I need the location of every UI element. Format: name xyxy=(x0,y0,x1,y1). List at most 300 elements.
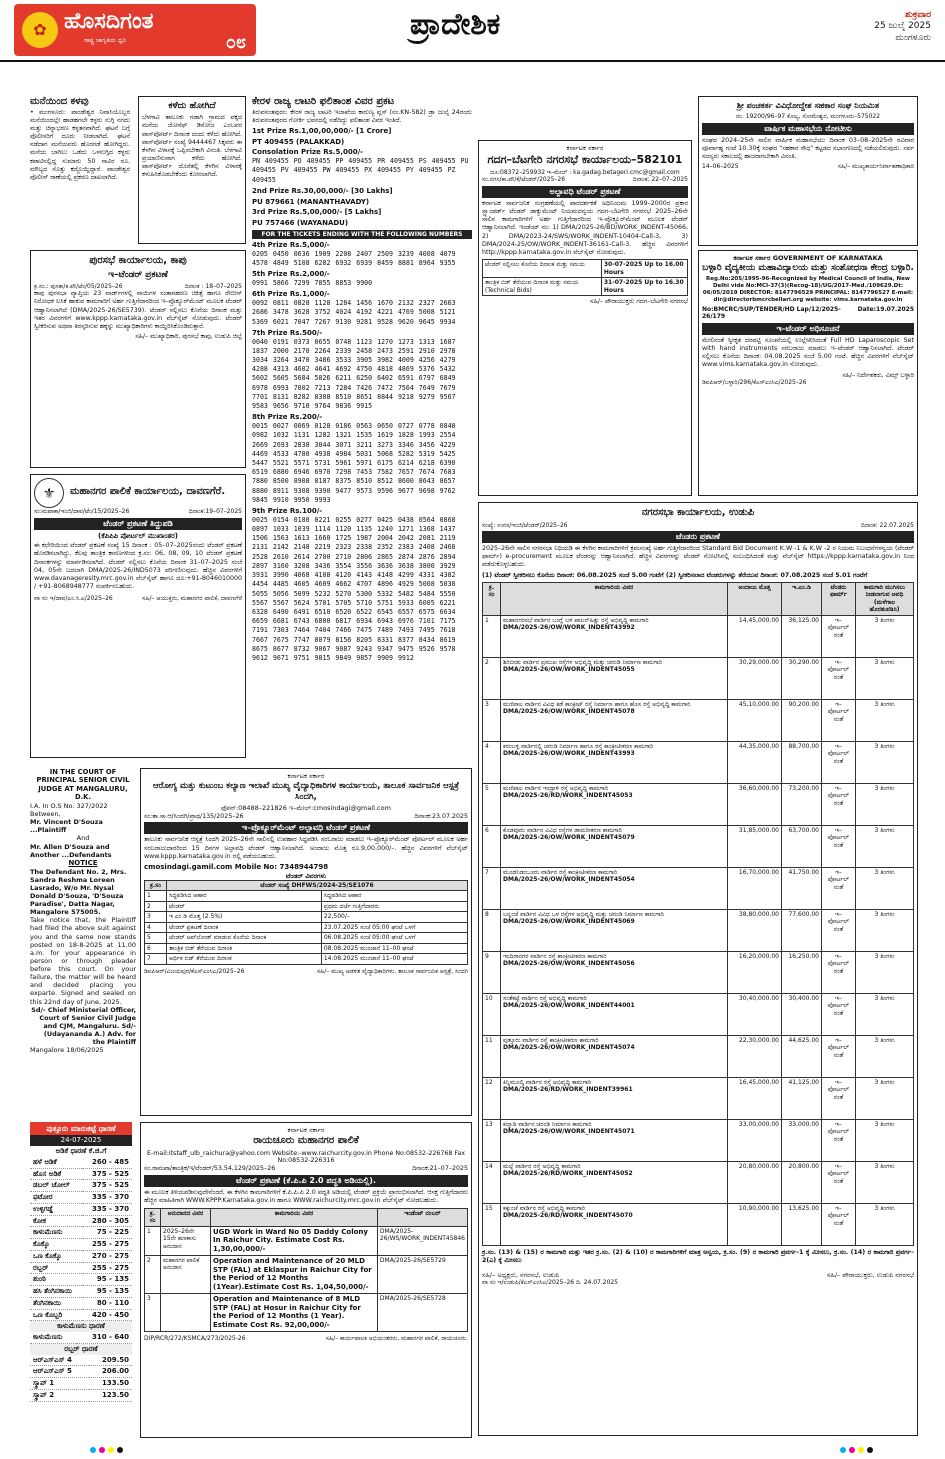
table-cell: 1 xyxy=(483,615,501,657)
notice-body: ಸಂಘದ 2024–25ನೇ ಸಾಲಿನ ವಾರ್ಷಿಕ ಮಹಾಸಭೆಯು ದಿನಾಂಕ 03–08–2025ನೇ ರವಿವಾರ ಪೂರ್ವಾಹ್ನ ಗಂಟೆ 10.30ಕ್ಕೆ ಸಂಘದ "ಸಹಕಾರ ಸೌಧ" ಕಟ್ಟಡದ ಸಭಾಂಗಣದಲ್ಲಿ ನಡೆಯಲಿರುವುದು. ಸರ್ವ ಸದಸ್ಯರು ಸಕಾಲದಲ್ಲಿ ಹಾಜರಾಗಬೇಕಾಗಿ ವಿನಂತಿ. xyxy=(702,136,914,160)
ref-no: No:BMCRC/SUP/TENDER/HD Lap/12/2025-26/179 xyxy=(702,305,841,321)
table-cell: ಟೆಂಡರ್ xyxy=(167,901,322,912)
table-cell xyxy=(501,1161,728,1203)
notice-address: ನಂ. 19200/96–97 ಕೊಲ್ಯ, ಸೋಮೇಶ್ವರ, ಮಂಗಳೂರು–575022 xyxy=(735,113,881,120)
table-cell: ಕಾಳುಮೆಣಸು xyxy=(30,1227,82,1239)
table-cell: DMA/2025-26/WS/WORK_INDENT45846 xyxy=(377,1226,467,1255)
work-description: ಶಿರಿಬೀಡು ವಾರ್ಡಿನ ಪ್ರಮುಖ ರಸ್ತೆಗಳ ಅಭಿವೃದ್ಧಿ ಮತ್ತು ಚರಂಡಿ ನಿರ್ಮಾಣ ಕಾಮಗಾರಿ xyxy=(503,658,662,666)
table-title: ಟೆಂಡರ್ ವಿವರಗಳು xyxy=(285,871,327,880)
table-cell: 3 ತಿಂಗಳು xyxy=(856,741,914,783)
table-cell: ಇ– ಪೋರ್ಟಲ್ ನಂತೆ xyxy=(822,699,856,741)
table-cell: 2025–26ನೇ 15ನೇ ಹಣಕಾಸು ಅನುದಾನ xyxy=(161,1226,211,1255)
table-cell: ತಾಂತ್ರಿಕ ಬಿಡ್ ತೆರೆಯುವ ದಿನಾಂಕ xyxy=(167,943,322,954)
table-row xyxy=(483,993,914,1035)
table-cell: 133.50 xyxy=(89,1378,132,1390)
table-cell: 44,35,000.00 xyxy=(728,741,782,783)
first-prize-number: PT 409455 (PALAKKAD) xyxy=(252,137,345,146)
table-row xyxy=(483,260,688,278)
indent-number: DMA/2025-26/OW/WORK_INDENT45055 xyxy=(503,666,635,674)
notice-title: ಶ್ರೀ ಪಂಚಕರ್ತ ವಿವಿಧೋದ್ದೇಶ ಸಹಕಾರ ಸಂಘ ನಿಯಮಿತ xyxy=(736,101,880,110)
table-row xyxy=(30,1192,132,1204)
table-cell: 14.08.2025 ಮುಂಜಾನೆ 11–00 ಘಂಟೆ xyxy=(321,954,467,965)
table-cell: ಟೆಂಡರ್ ಅಪ್‌ಲೋಡ್ ಮಾಡುವ ಕೊನೆಯ ದಿನಾಂಕ xyxy=(167,933,322,944)
table-row xyxy=(30,1332,132,1343)
contact: ದೂ:08372–259932 ಇ–ಮೇಲ್ : ka.gadag.betageri.cmc@gmail.com xyxy=(490,168,680,176)
works-table xyxy=(144,1208,468,1332)
work-description: ಬನ್ನಂಜೆ ವಾರ್ಡಿನ ವಿವಿಧ ಒಳ ರಸ್ತೆಗಳ ಅಭಿವೃದ್ಧಿ ಮತ್ತು ಚರಂಡಿ ನಿರ್ಮಾಣ ಕಾಮಗಾರಿ xyxy=(503,910,664,918)
table-cell xyxy=(501,741,728,783)
table-row xyxy=(30,1250,132,1262)
table-cell: 3 ತಿಂಗಳು xyxy=(856,1119,914,1161)
tender-banner: ಟೆಂಡರ್ ಪ್ರಕಟಣೆ ತಿದ್ದುಪಡಿ xyxy=(34,518,242,530)
table-cell: 11 xyxy=(483,1035,501,1077)
print-registration-marks xyxy=(840,1447,873,1453)
table-row xyxy=(483,699,914,741)
signature: ಸಹಿ/– ಮುಖ್ಯಾಧಿಕಾರಿ, ಪುರಸಭೆ ಕಾಪು, ಉಡುಪಿ ಜಿಲ್ಲೆ xyxy=(135,333,242,341)
table-cell: ಇ– ಪೋರ್ಟಲ್ ನಂತೆ xyxy=(822,867,856,909)
contact: ಫೋನ್:08488–221826 ಇ–ಮೇಲ್:cmosindagi@gmail.com xyxy=(221,804,391,813)
table-cell: 280 - 305 xyxy=(82,1215,132,1227)
table-cell: ಇ– ಪೋರ್ಟಲ್ ನಂತೆ xyxy=(822,1119,856,1161)
ninth-prize: 9th Prize Rs.100/- xyxy=(252,507,323,516)
table-row xyxy=(30,1203,132,1215)
ending-banner: FOR THE TICKETS ENDING WITH THE FOLLOWING NUMBERS xyxy=(252,230,472,240)
work-description: ಮಣಿಪಾಲ ವಾರ್ಡಿನ ಇಂದ್ರಾಳಿ ರಸ್ತೆ ಅಭಿವೃದ್ಧಿ ಕಾಮಗಾರಿ xyxy=(503,784,609,792)
page-number: ೦೮ xyxy=(225,32,246,53)
indent-number: DMA/2025-26/OW/WORK_INDENT44001 xyxy=(503,1002,635,1010)
table-cell xyxy=(501,657,728,699)
table-cell: 15 xyxy=(483,1203,501,1245)
table-row xyxy=(483,741,914,783)
plaintiff: Mr. Vincent D'Souza ...Plaintiff xyxy=(30,818,103,835)
table-cell: 7 xyxy=(483,867,501,909)
ref-date: Date:19.07.2025 xyxy=(857,305,914,313)
table-cell: 4 xyxy=(145,922,167,933)
table-cell: ಸ್ಕ್ರಾಪ್ 2 xyxy=(30,1389,89,1401)
works-table xyxy=(482,582,914,1246)
table-header-row xyxy=(483,582,914,615)
lost-notice xyxy=(138,96,246,244)
table-row xyxy=(483,278,688,296)
table-cell: 22,30,000.00 xyxy=(728,1035,782,1077)
table-row xyxy=(145,891,468,902)
ref-date: ದಿನಾಂಕ : 18–07–2025 xyxy=(184,282,242,290)
table-cell: 9 xyxy=(483,951,501,993)
table-cell: 3 ತಿಂಗಳು xyxy=(856,909,914,951)
table-row xyxy=(30,1297,132,1309)
news-theft xyxy=(30,96,130,244)
table-cell: ಇ– ಪೋರ್ಟಲ್ ನಂತೆ xyxy=(822,1077,856,1119)
ref-date: ದಿನಾಂಕ: 22–07–2025 xyxy=(632,176,688,184)
tender-banner: ಟೆಂಡರು ಪ್ರಕಟಣೆ xyxy=(482,531,914,543)
table-cell: 5 xyxy=(145,933,167,944)
column-header: ಕ್ರ. ಸಂ xyxy=(483,582,501,615)
addressee: The Defendant No. 2, Mrs. Sandra Reshma Loreen Lasrado, W/o Mr. Nysal Donald D'Souza, 'D'Souza Paradise', Datta Nagar, Mangalore 575005. xyxy=(30,867,127,917)
table-cell xyxy=(501,825,728,867)
table-cell: ಸ್ಕ್ರಾಪ್ 1 xyxy=(30,1378,89,1390)
table-cell: 420 - 450 xyxy=(82,1309,132,1321)
table-cell: 38,80,000.00 xyxy=(728,909,782,951)
table-cell: 31,85,000.00 xyxy=(728,825,782,867)
davanagere-tender xyxy=(30,474,246,758)
table-cell: ಟೆಂಡರ್ ಪ್ರಕಟಣೆ ದಿನಾಂಕ xyxy=(167,922,322,933)
tender-body: ಮೇಲಿನಂತೆ ಸ್ವೀಕೃತ ದರಪಟ್ಟಿ ಸೂಚನೆಯಲ್ಲಿ ಉಲ್ಲೇಖಿಸಿದಂತೆ Full HD Laparoscopic Set with hand instruments ಸರಬರಾಜು ಮಾಡಲು ಇ–ಟೆಂಡರ್ ಆಹ್ವಾನಿಸಲಾಗಿದೆ. ಟೆಂಡರ್ ಸಲ್ಲಿಸಲು ಕೊನೆಯ ದಿನಾಂಕ: 04.08.2025 ಸಂಜೆ 5.00 ಗಂಟೆ. ಹೆಚ್ಚಿನ ವಿವರಗಳಿಗೆ ವೆಬ್‌ಸೈಟ್ www.vims.karnataka.gov.in ನೋಡುವುದು. xyxy=(702,336,914,369)
table-cell: 30,40,000.00 xyxy=(728,993,782,1035)
column-header: ಅನುದಾನದ ವಿವರ xyxy=(161,1208,211,1226)
work-description: ಕಲ್ಮಾಡಿ ವಾರ್ಡಿನ ಚರಂಡಿ ನಿರ್ಮಾಣ ಕಾಮಗಾರಿ xyxy=(503,1120,592,1128)
table-cell: 3 ತಿಂಗಳು xyxy=(856,867,914,909)
table-cell: ಮಹಾನಗರ ಪಾಲಿಕೆ ಅನುದಾನ xyxy=(161,1255,211,1293)
yellow-dot-icon xyxy=(858,1447,864,1453)
column-header: ಕಾಮಗಾರಿಯ ವಿವರ xyxy=(211,1208,378,1226)
udupi-tender xyxy=(478,502,918,1436)
table-cell: 209.50 xyxy=(89,1355,132,1366)
notice-date: 14–06–2025 xyxy=(702,163,739,171)
table-header-row xyxy=(145,880,468,891)
table-cell: ಆರ್ಥಿಕ ಬಿಡ್ ತೆರೆಯುವ ದಿನಾಂಕ xyxy=(167,954,322,965)
footer-code: ವಾ ಸಂ ಇ/ದಾವ/ಎಂ.ಸಿ.ಎ/2025–26 xyxy=(34,595,113,603)
signature: ಸಹಿ/– ಮುಖ್ಯಕಾರ್ಯನಿರ್ವಾಹಣಾಧಿಕಾರಿ xyxy=(837,163,914,171)
table-cell: 3 ತಿಂಗಳು xyxy=(856,783,914,825)
gov-label: ಕರ್ನಾಟಕ ಸರ್ಕಾರ GOVERNMENT OF KARNATAKA xyxy=(733,254,883,262)
table-cell: 90,200.00 xyxy=(782,699,822,741)
footer-code: ಡಿಐಪಿಆರ್/ವಿಜಯಪುರ/ಕೆಎಸ್‌ಎಂಸಿಎ/2025–26 xyxy=(144,967,245,975)
table-cell: UGD Work in Ward No 05 Daddy Colony In Raichur City. Estimate Cost Rs. 1,30,00,000/- xyxy=(211,1226,378,1255)
fifth-prize-numbers: 0991 5866 7299 7855 8853 9900 xyxy=(252,279,373,288)
indent-number: DMA/2025-26/OW/WORK_INDENT45079 xyxy=(503,834,635,842)
table-cell: 2 xyxy=(483,657,501,699)
logo-tagline: ರಾಷ್ಟ್ರ ಜಾಗೃತಿಯ ಧ್ವನಿ xyxy=(84,37,127,44)
pepper-subtitle: ಕಾಳುಮೆಣಸು ಧಾರಣೆ xyxy=(30,1321,132,1332)
tender-title: ಪುರಸಭೆ ಕಾರ್ಯಾಲಯ, ಕಾಪು xyxy=(89,255,187,266)
signature: ಸಹಿ/– ನಿರ್ದೇಶಕರು, ವಿಮ್ಸ್ ಬಳ್ಳಾರಿ xyxy=(842,371,914,379)
table-cell: 16,20,000.00 xyxy=(728,951,782,993)
table-cell: ತಾಂತ್ರಿಕ ಬಿಡ್ ತೆರೆಯುವ ದಿನಾಂಕ ಮತ್ತು ಸಮಯ (Technical Bids) xyxy=(483,278,602,296)
table-row xyxy=(145,943,468,954)
cyan-dot-icon xyxy=(90,1447,96,1453)
table-cell: ರಬ್ಬರ್ xyxy=(30,1262,82,1274)
print-registration-marks xyxy=(90,1447,123,1453)
table-cell: ಆರ್‌ಎಸ್‌ಎಸ್ 5 xyxy=(30,1366,89,1378)
table-cell: 88,700.00 xyxy=(782,741,822,783)
fourth-prize: 4th Prize Rs.5,000/- xyxy=(252,241,330,250)
table-cell: 1 xyxy=(145,1226,161,1255)
indent-number: DMA/2025-26/RD/WORK_INDENT45053 xyxy=(503,792,633,800)
column-header: ಕಾಮಗಾರಿಯ ವಿವರ xyxy=(501,582,728,615)
table-cell: 335 - 370 xyxy=(82,1203,132,1215)
table-cell: 3 ತಿಂಗಳು xyxy=(856,993,914,1035)
table-cell: 36,125.00 xyxy=(782,615,822,657)
ref-no: ಸಂಖ್ಯೆ: ಉನಸ/ಇಂಜಿ/ಟೆಂಡರ್/2025–26 xyxy=(482,521,568,529)
table-row xyxy=(30,1378,132,1390)
table-cell xyxy=(501,1203,728,1245)
signature: ಸಹಿ/– ಕಾರ್ಯಪಾಲಕ ಅಭಿಯಂತರರು, ಮಹಾನಗರ ಪಾಲಿಕೆ, ರಾಯಚೂರು. xyxy=(325,1334,468,1342)
table-cell: 16,250.00 xyxy=(782,951,822,993)
table-cell: 95 - 135 xyxy=(82,1274,132,1286)
table-row xyxy=(483,951,914,993)
table-cell: 30,290.00 xyxy=(782,657,822,699)
table-header-row xyxy=(145,1208,468,1226)
table-cell: 41,750.00 xyxy=(782,867,822,909)
news-body: • ಮಂಗಳೂರು: ಪಾಂಡೇಶ್ವರ ನಿವಾಸಿಯೊಬ್ಬರ ಮನೆಯಿಂದಲ್ಲೇ ಹಾಡಹಗಲೇ ಕಳ್ಳರು ನುಗ್ಗಿ ನಗದು ಮತ್ತು ಚಿನ್ನಾಭರಣ ಕಳ್ಳತನವಾಗಿದೆ. ಘಟನೆ ಬಗ್ಗೆ ಪೊಲೀಸರಿಗೆ ದೂರು ನೀಡಲಾಗಿದೆ. ಘಟನೆ ನಡೆದಾಗ ಮನೆಯವರು ಹೊರಗಡೆ ಹೋಗಿದ್ದರು. ಮನೆಯ ಬಾಗಿಲು ಒಡೆದು ಒಳನುಗ್ಗಿದ ಕಳ್ಳರು ಕಪಾಟಿನಲ್ಲಿದ್ದ ಸುಮಾರು 50 ಸಾವಿರ ರೂ. ಮೌಲ್ಯದ ಸೊತ್ತು ಕದ್ದೊಯ್ದಿದ್ದಾರೆ. ಪಾಂಡೇಶ್ವರ ಪೊಲೀಸ್ ಠಾಣೆಯಲ್ಲಿ ಪ್ರಕರಣ ದಾಖಲಾಗಿದೆ. xyxy=(30,108,130,181)
table-cell: 16,70,000.00 xyxy=(728,867,782,909)
table-cell: 123.50 xyxy=(89,1389,132,1401)
consolation-numbers: PN 409455 PO 409455 PP 409455 PR 409455 PS 409455 PU 409455 PV 409455 PW 409455 PX 409455 PY 409455 PZ 409455 xyxy=(252,157,469,184)
work-description: ಸಂತೆಕಟ್ಟೆ ವಾರ್ಡಿನ ರಸ್ತೆ ಅಭಿವೃದ್ಧಿ ಕಾಮಗಾರಿ xyxy=(503,994,587,1002)
indent-number: DMA/2025-26/OW/WORK_INDENT45054 xyxy=(503,876,635,884)
column-header: ಕ್ರ.ಸಂ xyxy=(145,880,167,891)
table-row xyxy=(30,1274,132,1286)
tender-title: ನಗರಸಭಾ ಕಾರ್ಯಾಲಯ, ಉಡುಪಿ xyxy=(641,507,755,518)
table-row xyxy=(483,1077,914,1119)
day: ಶುಕ್ರವಾರ xyxy=(905,10,931,20)
table-cell: 3 ತಿಂಗಳು xyxy=(856,1077,914,1119)
table-row xyxy=(483,867,914,909)
table-cell: 45,10,000.00 xyxy=(728,699,782,741)
eighth-prize: 8th Prize Rs.200/- xyxy=(252,413,323,422)
seventh-prize-numbers: 0040 0191 0373 0655 0748 1123 1270 1273 1313 1687 1837 2000 2170 2264 2339 2458 2473 2591 2910 2978 3034 3264 3470 3486 3533 3905 3982 4009 4256 4279 4288 4313 4602 4641 4692 4750 4818 4869 5376 5432 5602 5605 5684 5826 6211 6250 6402 6591 6797 6849 6978 6993 7002 7213 7284 7426 7472 7564 7649 7679 7701 8131 8282 8308 8510 8651 8844 9218 9279 9567 9583 9656 9710 9764 9836 9915 xyxy=(252,337,456,411)
indent-number: DMA/2025-26/OW/WORK_INDENT43993 xyxy=(503,750,635,758)
table-cell: 20,80,000.00 xyxy=(728,1161,782,1203)
tender-dates-table xyxy=(482,259,688,296)
table-row xyxy=(30,1309,132,1321)
table-cell: 73,200.00 xyxy=(782,783,822,825)
tender-title: ಆರೋಗ್ಯ ಮತ್ತು ಕುಟುಂಬ ಕಲ್ಯಾಣ ಇಲಾಖೆ ಮುಖ್ಯ ವೈದ್ಯಾಧಿಕಾರಿಗಳ ಕಾರ್ಯಾಲಯ, ತಾಲೂಕ ಸಾರ್ವಜನಿಕ ಆಸ್ಪತ್ರೆ ಸಿಂದಗಿ, xyxy=(152,781,460,802)
table-row xyxy=(145,1293,468,1331)
first-prize: 1st Prize Rs.1,00,00,000/- [1 Crore] xyxy=(252,126,392,135)
table-cell: 5 xyxy=(483,783,501,825)
table-cell: ಇ– ಪೋರ್ಟಲ್ ನಂತೆ xyxy=(822,783,856,825)
table-cell: 206.00 xyxy=(89,1366,132,1378)
table-row xyxy=(30,1215,132,1227)
second-prize-number: PU 879661 (MANANTHAVADY) xyxy=(252,197,370,206)
indent-number: DMA/2025-26/OW/WORK_INDENT45056 xyxy=(503,960,635,968)
table-row xyxy=(145,1226,468,1255)
date: 25 ಜುಲೈ 2025 xyxy=(874,21,931,32)
table-row xyxy=(30,1180,132,1192)
ninth-prize-numbers: 0025 0154 0180 0221 0255 0277 0425 0438 0564 0868 0897 1033 1039 1114 1120 1135 1240 1271 1368 1437 1506 1563 1613 1660 1725 1987 2004 2042 2081 2119 2131 2142 2148 2219 2323 2338 2352 2383 2408 2460 2528 2610 2614 2700 2710 2806 2865 2874 2876 2894 2897 3160 3208 3436 3554 3556 3636 3638 3800 3929 3931 3990 4068 4108 4120 4143 4148 4299 4331 4382 4454 4485 4605 4609 4662 4707 4896 4929 5008 5030 5055 5056 5099 5232 5270 5300 5332 5482 5484 5550 5567 5567 5624 5701 5705 5710 5751 5933 6005 6221 6328 6490 6491 6510 6520 6522 6545 6557 6575 6634 6659 6681 6743 6800 6817 6934 6943 6976 7101 7175 7191 7303 7464 7404 7466 7475 7489 7493 7495 7618 7667 7675 7747 8079 8156 8205 8331 8377 8434 8619 8675 8677 8732 9067 9087 9243 9347 9475 9526 9578 9612 9671 9751 9815 9849 9857 9909 9912 xyxy=(252,515,456,663)
table-cell: ಇ– ಪೋರ್ಟಲ್ ನಂತೆ xyxy=(822,1203,856,1245)
work-description: ಕೊಡವೂರು ವಾರ್ಡಿನ ವಿವಿಧ ರಸ್ತೆಗಳ ಡಾಮರೀಕರಣ ಕಾಮಗಾರಿ xyxy=(503,826,622,834)
table-row xyxy=(30,1389,132,1401)
table-cell: ಇ– ಪೋರ್ಟಲ್ ನಂತೆ xyxy=(822,1035,856,1077)
market-date: 24-07-2025 xyxy=(30,1135,132,1146)
table-cell: 14 xyxy=(483,1161,501,1203)
tender-title: ಮಹಾನಗರ ಪಾಲಿಕೆ ಕಾರ್ಯಾಲಯ, ದಾವಣಗೆರೆ. xyxy=(70,486,226,498)
tender-subtitle: (ಕೆಪಿಪಿಪಿ ಪೋರ್ಟಲ್ ಮುಖಾಂತರ) xyxy=(98,531,178,540)
tender-body: 2025–26ನೇ ಸಾಲಿನ ನಗರಸಭಾ ನಿಧಿಯಡಿ ಈ ಕೆಳಗಿನ ಕಾಮಗಾರಿಗಳಿಗೆ ಕ್ರಮಸಂಖ್ಯೆ ಅರ್ಹ ಗುತ್ತಿಗೆದಾರರಿಂದ Standard Bid Document K.W -1 & K.W -2 ರ ನಿಯಮ ನಿಬಂಧನೆಗಳನ್ವಯ (ಟೆಂಡರ್ ಫಾರ್ಮ್) e-procurement ಮೂಲಕ ಟೆಂಡರನ್ನು ಆಹ್ವಾನಿಸಲಾಗಿದೆ. ಹೆಚ್ಚಿನ ವಿವರಗಳನ್ನು ಟೆಂಡರ್ ನೋಟಿಸಿನಲ್ಲಿ ಸಂಬಂಧಿಸಿದಂತೆ ಮತ್ತು ವೆಬ್‌ಸೈಟ್ https://kppp.karnataka.gov.in ನಿಂದ ಪಡೆದುಕೊಳ್ಳಬಹುದು. xyxy=(482,545,914,569)
table-cell: 95 - 135 xyxy=(82,1286,132,1298)
sahakari-agm-notice xyxy=(698,96,918,246)
table-cell: 375 - 525 xyxy=(82,1180,132,1192)
court-title: IN THE COURT OF PRINCIPAL SENIOR CIVIL JUDGE AT MANGALURU, D.K. xyxy=(36,768,130,802)
table-cell xyxy=(501,993,728,1035)
table-cell: 12 xyxy=(483,1077,501,1119)
table-cell: 2 xyxy=(145,901,167,912)
tender-body: ಕಾಪು ಪುರಸಭಾ ವ್ಯಾಪ್ತಿಯ 23 ವಾರ್ಡ್‌ಗಳಲ್ಲಿ ನಾಯಿಗಳ ಸಂತಾನಹರಣ ಚಿಕಿತ್ಸೆ ಹಾಗೂ ರೇಬೀಸ್ ನಿರೋಧಕ ಲಸಿಕೆ ಹಾಕುವ ಕಾಮಗಾರಿಗೆ ಅರ್ಹ ಗುತ್ತಿಗೆದಾರರಿಂದ ಇ–ಪ್ರೊಕ್ಯೂರ್‌ಮೆಂಟ್ ಮೂಲಕ ಟೆಂಡರ್ ಆಹ್ವಾನಿಸಲಾಗಿದೆ (DMA/2025-26/SE5739). ಟೆಂಡರ್ ಸಲ್ಲಿಸಲು ಕೊನೆಯ ದಿನಾಂಕ ಮತ್ತು ಇತರ ವಿವರಗಳಿಗೆ www.kppp.karnataka.gov.in ವೆಬ್‌ಸೈಟ್ ನೋಡುವುದು. ಟೆಂಡರ್ ಸ್ವೀಕರಿಸುವ ಅಥವಾ ತಿರಸ್ಕರಿಸುವ ಹಕ್ಕನ್ನು ಮುಖ್ಯಾಧಿಕಾರಿಗಳು ಕಾಯ್ದಿರಿಸಿಕೊಂಡಿರುತ್ತಾರೆ. xyxy=(34,290,242,330)
indent-number: DMA/2025-26/RD/WORK_INDENT39961 xyxy=(503,1086,633,1094)
table-cell: 63,700.00 xyxy=(782,825,822,867)
column-header: ಟೆಂಡರು ಫಾರ್ಮ್ xyxy=(822,582,856,615)
table-cell: 335 - 370 xyxy=(82,1192,132,1204)
logo-title: ಹೊಸದಿಗಂತ xyxy=(64,9,154,34)
table-cell xyxy=(501,1119,728,1161)
gadag-tender xyxy=(478,140,692,496)
table-row xyxy=(483,825,914,867)
table-row xyxy=(483,1119,914,1161)
table-cell: ಇ– ಪೋರ್ಟಲ್ ನಂತೆ xyxy=(822,993,856,1035)
table-cell: ಪ್ರಥಮ ದರ್ಜೆ ಗುತ್ತಿಗೆದಾರರು xyxy=(321,901,467,912)
table-cell: 20,800.00 xyxy=(782,1161,822,1203)
work-description: ಮಣಿಪಾಲ ವಾರ್ಡಿನ ವಿವಿಧ ಕಡೆ ಕಾಂಕ್ರೀಟ್ ರಸ್ತೆ ನಿರ್ಮಾಣ ಹಾಗೂ ಹೊಸ ರಸ್ತೆ ಅಭಿವೃದ್ಧಿ ಕಾಮಗಾರಿ xyxy=(503,700,691,708)
table-row xyxy=(145,954,468,965)
tender-title: ಬಳ್ಳಾರಿ ವೈದ್ಯಕೀಯ ಮಹಾವಿದ್ಯಾಲಯ ಮತ್ತು ಸಂಶೋಧನಾ ಕೇಂದ್ರ ಬಳ್ಳಾರಿ. xyxy=(702,263,914,274)
table-cell: ಇ– ಪೋರ್ಟಲ್ ನಂತೆ xyxy=(822,657,856,699)
table-cell: 3 ತಿಂಗಳು xyxy=(856,615,914,657)
table-cell: ಸಿದ್ಧಪಡಿಸಿದ ಆಹಾರ xyxy=(167,891,322,902)
work-description: ಮಹಾನಗರಸಭೆ ವಾರ್ಡಿನ ಬಂಗ್ಲೆ ಬಳಿ ಪಾಲನ್‌ಹಿತ್ಲು ರಸ್ತೆ ಅಭಿವೃದ್ಧಿ ಕಾಮಗಾರಿ xyxy=(503,616,649,624)
third-prize-number: PU 757466 (WAYANADU) xyxy=(252,219,349,227)
table-row xyxy=(483,1035,914,1077)
table-cell: 23.07.2025 ಸಂಜೆ 05:00 ಘಂಟೆ ಒಳಗೆ xyxy=(321,922,467,933)
table-cell: 3 ತಿಂಗಳು xyxy=(856,1203,914,1245)
table-cell xyxy=(501,1035,728,1077)
table-cell: ಒಣ ಕೊಕ್ಕೊ xyxy=(30,1250,82,1262)
table-cell: ಹಳೆ ಅಡಿಕೆ xyxy=(30,1157,82,1168)
table-cell: ಇ– ಪೋರ್ಟಲ್ ನಂತೆ xyxy=(822,951,856,993)
table-row xyxy=(483,1203,914,1245)
tender-body: ಈ ಮೂಲಕ ತಿಳಿಯಪಡಿಸುವುದೇನೆಂದರೆ, ಈ ಕೆಳಗಿನ ಕಾಮಗಾರಿಗಳಿಗೆ ಕೆ.ಪಿ.ಪಿ.ಪಿ 2.0 ಪದ್ಧತಿ ಅಡಿಯಲ್ಲಿ ಟೆಂಡರ್ ಪ್ರಕ್ರಿಯೆ ಪ್ರಾರಂಭಿಸಲಾಗಿದೆ. ಆಸಕ್ತ ಗುತ್ತಿಗೆದಾರರು ಹೆಚ್ಚಿನ ಮಾಹಿತಿಗಾಗಿ WWW.KPPP.Karnataka.gov.in ಹಾಗೂ WWW.raichurcity.mrc.gov.in ವೆಬ್‌ಸೈಟ್ ನೋಡಬಹುದು. xyxy=(144,1189,468,1205)
table-cell: ಇ– ಪೋರ್ಟಲ್ ನಂತೆ xyxy=(822,825,856,867)
table-cell: 80 - 110 xyxy=(82,1297,132,1309)
footer-code: ಡಿಐಪಿಆರ್/ಬಳ್ಳಾರಿ/296/ಕೆಎಸ್‌ಎಂಸಿಎ/2025–26 xyxy=(702,379,807,387)
kapu-tender xyxy=(30,250,246,468)
table-cell: ಶುಂಠಿ xyxy=(30,1274,82,1286)
table-cell: 33,000.00 xyxy=(782,1119,822,1161)
table-cell: ಕೊಕ್ಕೊ xyxy=(30,1239,82,1251)
cyan-dot-icon xyxy=(840,1447,846,1453)
table-row xyxy=(30,1262,132,1274)
news-title: ಮನೆಯಿಂದ ಕಳವು xyxy=(30,96,89,107)
table-row xyxy=(30,1157,132,1168)
sixth-prize-numbers: 0092 0811 0828 1128 1284 1456 1670 2132 2327 2663 2686 3478 3628 3752 4024 4192 4221 4769 5008 5121 5369 6021 7047 7267 9130 9281 9528 9620 9645 9934 xyxy=(252,299,456,326)
work-description: ಕಿನ್ನಿಮೂಲ್ಕಿ ವಾರ್ಡಿನ ರಸ್ತೆ ಅಭಿವೃದ್ಧಿ ಕಾಮಗಾರಿ xyxy=(503,1078,592,1086)
newspaper-logo xyxy=(14,4,256,56)
tender-banner: ಇ–ಟೆಂಡರ್ ಅಧಿಸೂಚನೆ xyxy=(702,323,914,335)
registration: Reg.No:205/1995-96-Recognized by Medical Council of India, New Delhi vide No:MCI-37(3)(Recog-18)/UG/2017-Med./109629.Dt: 06/05/2019 DIRECTOR: 8147796529 PRINCIPAL: 8147796527 E-mail: dir@directorbmcrcbellari.org website: vims.karnataka.gov.in xyxy=(702,276,914,303)
table-cell: 30,400.00 xyxy=(782,993,822,1035)
table-cell: 3 ತಿಂಗಳು xyxy=(856,1035,914,1077)
table-row xyxy=(483,909,914,951)
table-cell: Operation and Maintenance of 20 MLD STP (FAL) at Eklaspur in Raichur City for the Period of 12 Months (1Year).Estimate Cost Rs. 1,04,50,000/- xyxy=(211,1255,378,1293)
table-cell: 1 xyxy=(145,891,167,902)
table-cell: 3 xyxy=(483,699,501,741)
signature-president: ಸಹಿ/– ಅಧ್ಯಕ್ಷರು, ನಗರಸಭೆ, ಉಡುಪಿ xyxy=(482,1271,560,1280)
table-cell xyxy=(501,1077,728,1119)
table-cell: 08.08.2025 ಮುಂಜಾನೆ 11–00 ಘಂಟೆ xyxy=(321,943,467,954)
rubber-table xyxy=(30,1355,132,1402)
table-cell: 16,45,000.00 xyxy=(728,1077,782,1119)
indent-number: DMA/2025-26/OW/WORK_INDENT45078 xyxy=(503,708,635,716)
table-row xyxy=(30,1355,132,1366)
table-cell: ಹಸಿ ತೆಂಗಿನಕಾಯಿ xyxy=(30,1286,82,1298)
table-cell: 3 xyxy=(145,912,167,923)
indent-number: DMA/2025-26/OW/WORK_INDENT43992 xyxy=(503,624,635,632)
section-title: ಪ್ರಾದೇಶಿಕ xyxy=(410,7,501,42)
table-cell: 31-07-2025 Up to 16.30 Hours xyxy=(601,278,687,296)
tender-banner: ಇ–ಪ್ರೊಕ್ಯೂರ್‌ಮೆಂಟ್ ಅಲ್ಪಾವಧಿ ಟೆಂಡರ್ ಪ್ರಕಟಣೆ xyxy=(144,822,468,834)
table-cell: ಟೆಂಡರ್ ಸಲ್ಲಿಸಲು ಕೊನೆಯ ದಿನಾಂಕ ಮತ್ತು ಸಮಯ xyxy=(483,260,602,278)
work-description: ಪುತ್ತೂರು ವಾರ್ಡಿನ ರಸ್ತೆ ಕಾಂಕ್ರೀಟೀಕರಣ ಕಾಮಗಾರಿ xyxy=(503,1036,599,1044)
court-notice xyxy=(30,768,136,1086)
table-cell: 22,500/– xyxy=(321,912,467,923)
lottery-title: ಕೇರಳ ರಾಜ್ಯ ಲಾಟರಿ ಫಲಿತಾಂಶ ವಿವರ ಪ್ರಕಟ xyxy=(252,96,395,107)
case-number: I.A. In O.S No. 327/2022 xyxy=(30,801,108,810)
table-cell: ತೆಂಗಿನಕಾಯಿ xyxy=(30,1297,82,1309)
table-cell: 7 xyxy=(145,954,167,965)
yellow-dot-icon xyxy=(108,1447,114,1453)
eighth-prize-numbers: 0015 0027 0069 0128 0186 0563 0650 0727 0778 0840 0982 1032 1131 1282 1321 1535 1619 1828 1993 2554 2669 2693 2838 3044 3071 3211 3273 3346 3456 4229 4469 4533 4780 4938 4984 5031 5068 5282 5319 5425 5447 5521 5571 5731 5961 5971 6175 6214 6218 6390 6519 6880 6946 6970 7298 7453 7582 7657 7674 7683 7880 8500 8908 8187 8375 8510 8512 8600 8643 8657 8880 8911 9308 9390 9477 9573 9596 9677 9698 9762 9845 9910 9950 9993 xyxy=(252,422,456,504)
notice-body: ಬೆಳಗಾವಿ ತಾಲೂಕು ಗಡಾಗಿ ಗ್ರಾಮದ ಪಕ್ಕದ ಮನೆಯ ಜೋಸೆಫ್ ಡಿಸೋಜ ಎಂಬವರ ಪಾಸ್‌ಪೋರ್ಟ್ ದಿನಾಂಕ ದಂದು ಕಳೆದು ಹೋಗಿದೆ. ಪಾಸ್‌ಪೋರ್ಟ್ ಸಂಖ್ಯೆ 9444467 ಸಿಕ್ಕವರು ಈ ಕೆಳಗಿನ ವಿಳಾಸಕ್ಕೆ ಒಪ್ಪಿಸಬೇಕಾಗಿ ವಿನಂತಿ. ಬೆಳಗಾವಿ ಪ್ರಯಾಣಿಸುವಾಗ ಕಳೆದು ಹೋಗಿದೆ. ಪಾಸ್‌ಪೋರ್ಟ್ ದೊರೆತಲ್ಲಿ ಕೆಳಗಿನ ವಿಳಾಸಕ್ಕೆ ಕಳುಹಿಸಿಕೊಡಬೇಕೆಂದು ಕೋರಲಾಗಿದೆ. xyxy=(142,114,242,179)
table-cell: ಹೊಸ ಅಡಿಕೆ xyxy=(30,1168,82,1180)
table-cell: 13 xyxy=(483,1119,501,1161)
table-row xyxy=(145,901,468,912)
gov-label: ಕರ್ನಾಟಕ ಸರ್ಕಾರ xyxy=(287,1126,325,1134)
tender-banner: ಅಲ್ಪಾವಧಿ ಟೆಂಡರ್ ಪ್ರಕಟಣೆ xyxy=(482,186,688,198)
lottery-results xyxy=(252,96,472,758)
table-cell xyxy=(501,615,728,657)
tender-body: ತಾಲೂಕು ಸಾರ್ವಜನಿಕ ಆಸ್ಪತ್ರೆ ಸಿಂದಗಿ 2025–26ನೇ ಸಾಲಿನಲ್ಲಿ ಉಪಹಾರ ಸಿದ್ಧಪಡಿಸಿ ಸರಬರಾಜು ಮಾಡಲು ಇ–ಪ್ರೊಕ್ಯೂರ್‌ಮೆಂಟ್ ಪೋರ್ಟಲ್ ಮೂಲಕ ಅರ್ಹ ಸರಬರಾಜುದಾರರಿಂದ 15 ದಿನಗಳ ಅಲ್ಪಾವಧಿ ಟೆಂಡರ್ ಆಹ್ವಾನಿಸಲಾಗಿದೆ. ಅಂದಾಜು ಮೊತ್ತ ರೂ.9,00,000/–. ಹೆಚ್ಚಿನ ವಿವರಗಳಿಗೆ ವೆಬ್‌ಸೈಟ್ www.kppp.karnataka.gov.in ರಲ್ಲಿ ಪಡೆಯಬಹುದು. xyxy=(144,836,468,860)
table-cell: 375 - 525 xyxy=(82,1168,132,1180)
table-row xyxy=(30,1366,132,1378)
table-cell: ಇ– ಪೋರ್ಟಲ್ ನಂತೆ xyxy=(822,909,856,951)
table-cell: ಸಿದ್ಧಪಡಿಸಿದ ಆಹಾರ xyxy=(321,891,467,902)
table-row xyxy=(483,783,914,825)
table-cell: 36,60,000.00 xyxy=(728,783,782,825)
table-cell: 3 xyxy=(145,1293,161,1331)
consolation-prize: Consolation Prize Rs.5,000/- xyxy=(252,148,364,157)
table-cell: ಕೋಕ xyxy=(30,1215,82,1227)
lottery-intro: ತಿರುವನಂತಪುರಂ: ಕೇರಳ ರಾಜ್ಯ ಲಾಟರಿ ಇಲಾಖೆಯ ಕಾರುಣ್ಯ ಪ್ಲಸ್ (ನಂ.KN-582) ಡ್ರಾ ಜುಲೈ 24ರಂದು ತಿರುವನಂತಪುರದ ಗೋರ್ಕಿ ಭವನದಲ್ಲಿ ನಡೆದಿದ್ದು ಫಲಿತಾಂಶ ವಿವರ ಇಂತಿದೆ. xyxy=(252,108,472,124)
table-row xyxy=(30,1168,132,1180)
indent-number: DMA/2025-26/OW/WORK_INDENT45074 xyxy=(503,1044,635,1052)
table-cell: ಆರ್‌ಎಸ್‌ಎಸ್ 4 xyxy=(30,1355,89,1366)
table-row xyxy=(483,657,914,699)
contact: E-mail:itstaff_ulb_raichura@yahoo.com Website:-www.raichurcity.gov.in Phone No:08532-226768 Fax No:08532-226316 xyxy=(146,1149,466,1165)
logo-emblem-icon: ✿ xyxy=(22,12,58,48)
table-cell: 255 - 275 xyxy=(82,1262,132,1274)
table-cell: 6 xyxy=(483,825,501,867)
table-cell: ಫಟೋರ xyxy=(30,1192,82,1204)
tender-title: ರಾಯಚೂರು ಮಹಾನಗರ ಪಾಲಿಕೆ xyxy=(253,1135,359,1147)
table-cell: 260 - 485 xyxy=(82,1157,132,1168)
table-cell: 06.08.2025 ಸಂಜೆ 05:00 ಘಂಟೆ ಒಳಗೆ xyxy=(321,933,467,944)
table-cell: 77,600.00 xyxy=(782,909,822,951)
table-cell xyxy=(501,699,728,741)
footer-code: DIP/RCR/272/KSMCA/273/2025-26 xyxy=(144,1334,246,1342)
table-cell: 6 xyxy=(145,943,167,954)
black-dot-icon xyxy=(117,1447,123,1453)
work-description: ಮಲ್ಪೆ ವಾರ್ಡಿನ ರಸ್ತೆ ಅಭಿವೃದ್ಧಿ ಕಾಮಗಾರಿ xyxy=(503,1162,581,1170)
column-header: ಟೆಂಡರ್ ಸಂಖ್ಯೆ DHFWS/2024-25/SE1076 xyxy=(167,880,468,891)
seventh-prize: 7th Prize Rs.500/- xyxy=(252,328,323,337)
arecanut-table xyxy=(30,1157,132,1322)
table-cell xyxy=(501,783,728,825)
ref-no: ಸಂ.ನಗಸ/ಕಾ.ಪೌ/ಕೆ/ಟೆಂಡರ್/2025–26 xyxy=(482,176,566,184)
table-row xyxy=(483,615,914,657)
notice-heading: NOTICE xyxy=(68,858,98,867)
table-cell: 10 xyxy=(483,993,501,1035)
